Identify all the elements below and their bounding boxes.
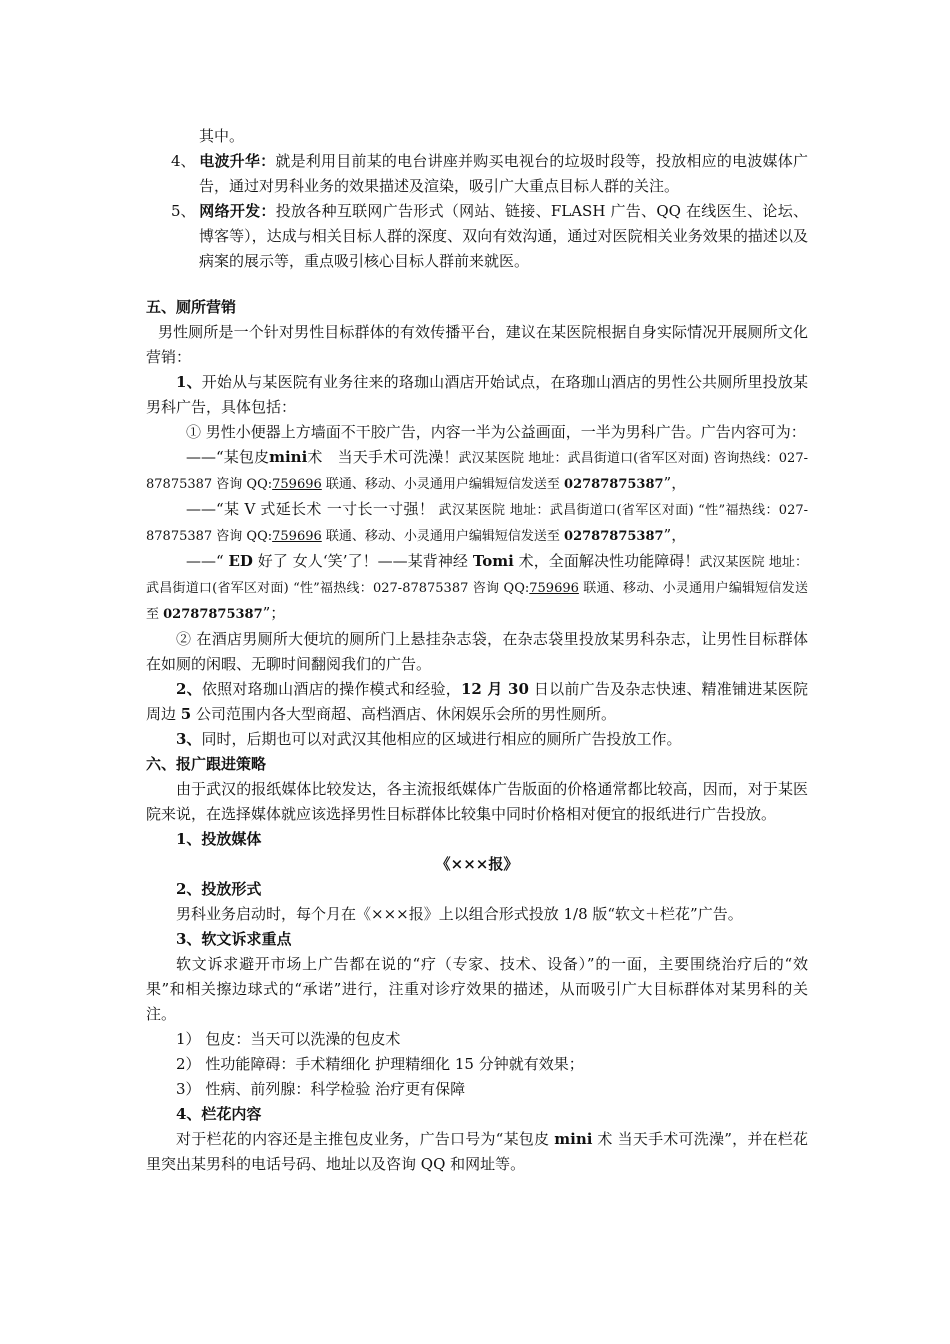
list-item-5 — [146, 199, 808, 274]
ad-qq-link: 759696 — [272, 529, 322, 544]
circled-number-2: ② — [176, 630, 192, 648]
ad-headline-bold: mini — [269, 448, 308, 466]
ad-copy-2 — [146, 497, 808, 549]
list-number: 1） — [176, 1030, 201, 1048]
section-5-heading: 五、厕所营销 — [146, 298, 237, 316]
item-text: 就是利用目前某的电台讲座并购买电视台的垃圾时段等，投放相应的电波媒体广告，通过对男科业务的效果描述及渲染，吸引广大重点目标人群的关注。 — [199, 152, 808, 195]
lanhua-text-part: 术 当天手术可洗澡”，并在栏花里突出某男科的电话号码、地址以及咨询 QQ 和网址等。 — [146, 1130, 808, 1173]
toilet-item-2 — [146, 627, 808, 677]
ad-contact: 武汉某医院 地址：武昌街道口(省军区对面) “性”福热线：027-87875387 咨询 QQ: — [146, 503, 808, 544]
ad-sms-number: 02787875387 — [564, 477, 664, 492]
subheading-form: 2、投放形式 — [176, 880, 262, 898]
point-number-bold: 5 — [180, 705, 192, 723]
ad-headline: ——“某包皮 — [186, 448, 270, 466]
ad-contact: 武汉某医院 地址：武昌街道口(省军区对面) “性”福热线：027-87875387 咨询 QQ: — [146, 555, 808, 596]
point-text: 公司范围内各大型商超、高档酒店、休闲娱乐会所的男性厕所。 — [191, 705, 616, 723]
document-body — [146, 124, 808, 1177]
media-name: 《×××报》 — [435, 855, 519, 873]
ad-end: ”， — [663, 474, 687, 492]
focus-text: 软文诉求避开市场上广告都在说的“疗（专家、技术、设备）”的一面，主要围绕治疗后的“效果”和相关擦边球式的“承诺”进行，注重对诊疗效果的描述，从而吸引广大目标群体对某男科的关注。 — [146, 955, 808, 1023]
list-item-4 — [146, 149, 808, 199]
lanhua-text-bold: mini — [554, 1130, 593, 1148]
ad-headline-bold: Tomi — [472, 552, 514, 570]
ad-qq-link: 759696 — [529, 581, 579, 596]
ad-qq-link: 759696 — [272, 477, 322, 492]
ad-copy-3 — [146, 549, 808, 627]
focus-list-item-1 — [146, 1027, 808, 1052]
ad-headline: ——“ — [186, 552, 229, 570]
point-text: 日以前广告及杂志快速、精准铺进某医院周边 — [146, 680, 808, 723]
point-number: 1、 — [176, 373, 202, 391]
ad-headline: ——“某 V 式延长术 一寸长一寸强！ — [186, 500, 435, 518]
point-text: 依照对珞珈山酒店的操作模式和经验， — [201, 680, 461, 698]
ad-headline-bold: ED — [228, 552, 253, 570]
circled-number-1: ① — [186, 423, 202, 441]
point-date: 12 月 30 — [461, 680, 529, 698]
list-number: 4、 — [171, 152, 196, 170]
lanhua-text — [146, 1127, 808, 1177]
subheading-focus: 3、软文诉求重点 — [176, 930, 292, 948]
toilet-point-1 — [146, 370, 808, 420]
list-text: 性功能障碍：手术精细化 护理精细化 15 分钟就有效果； — [205, 1055, 584, 1073]
item-label: 网络开发： — [199, 202, 276, 220]
subheading-lanhua: 4、栏花内容 — [176, 1105, 262, 1123]
focus-list-item-2 — [146, 1052, 808, 1077]
section-6-intro: 由于武汉的报纸媒体比较发达，各主流报纸媒体广告版面的价格通常都比较高，因而，对于某医院来说，在选择媒体就应该选择男性目标群体比较集中同时价格相对便宜的报纸进行广告投放。 — [146, 780, 808, 823]
focus-list-item-3 — [146, 1077, 808, 1102]
toilet-item-1 — [146, 420, 808, 445]
subheading-media: 1、投放媒体 — [176, 830, 262, 848]
form-text: 男科业务启动时，每个月在《×××报》上以组合形式投放 1/8 版“软文＋栏花”广告。 — [176, 905, 743, 923]
ad-end: ”； — [262, 604, 286, 622]
ad-contact: 联通、移动、小灵通用户编辑短信发送至 — [146, 581, 808, 622]
section-5-intro: 男性厕所是一个针对男性目标群体的有效传播平台，建议在某医院根据自身实际情况开展厕所文化营销： — [146, 323, 808, 366]
list-text: 性病、前列腺：科学检验 治疗更有保障 — [205, 1080, 466, 1098]
list-number: 5、 — [171, 202, 196, 220]
ad-sms-number: 02787875387 — [564, 529, 664, 544]
list-text: 包皮：当天可以洗澡的包皮术 — [205, 1030, 401, 1048]
lanhua-text-part: 对于栏花的内容还是主推包皮业务，广告口号为“某包皮 — [176, 1130, 555, 1148]
ad-headline: 术 当天手术可洗澡！ — [307, 448, 459, 466]
ad-end: ”， — [663, 526, 687, 544]
list-number: 2） — [176, 1055, 201, 1073]
ad-sms-number: 02787875387 — [163, 607, 263, 622]
toilet-point-2 — [146, 677, 808, 727]
toilet-point-3 — [146, 727, 808, 752]
ad-contact: 联通、移动、小灵通用户编辑短信发送至 — [321, 477, 565, 492]
ad-contact: 武汉某医院 地址：武昌街道口(省军区对面) 咨询热线：027-87875387 咨询 QQ: — [146, 451, 808, 492]
section-6-heading: 六、报广跟进策略 — [146, 755, 267, 773]
ad-copy-1 — [146, 445, 808, 497]
ad-contact: 联通、移动、小灵通用户编辑短信发送至 — [321, 529, 565, 544]
ad-headline: 好了 女人‘笑’了！——某背神经 — [252, 552, 473, 570]
item-text: 投放各种互联网广告形式（网站、链接、FLASH 广告、QQ 在线医生、论坛、博客等），达成与相关目标人群的深度、双向有效沟通，通过对医院相关业务效果的描述以及病案的展示等，重点吸引核心目标人群前来就医。 — [199, 202, 808, 270]
top-tail-text: 其中。 — [199, 127, 245, 145]
item-text: 在酒店男厕所大便坑的厕所门上悬挂杂志袋，在杂志袋里投放某男科杂志，让男性目标群体在如厕的闲暇、无聊时间翻阅我们的广告。 — [146, 630, 808, 673]
point-number: 2、 — [176, 680, 202, 698]
point-text: 同时，后期也可以对武汉其他相应的区域进行相应的厕所广告投放工作。 — [201, 730, 682, 748]
item-text: 男性小便器上方墙面不干胶广告，内容一半为公益画面，一半为男科广告。广告内容可为： — [205, 423, 806, 441]
point-text: 开始从与某医院有业务往来的珞珈山酒店开始试点，在珞珈山酒店的男性公共厕所里投放某男科广告，具体包括： — [146, 373, 808, 416]
point-number: 3、 — [176, 730, 202, 748]
item-label: 电波升华： — [199, 152, 276, 170]
list-number: 3） — [176, 1080, 201, 1098]
ad-headline: 术，全面解决性功能障碍！ — [513, 552, 700, 570]
